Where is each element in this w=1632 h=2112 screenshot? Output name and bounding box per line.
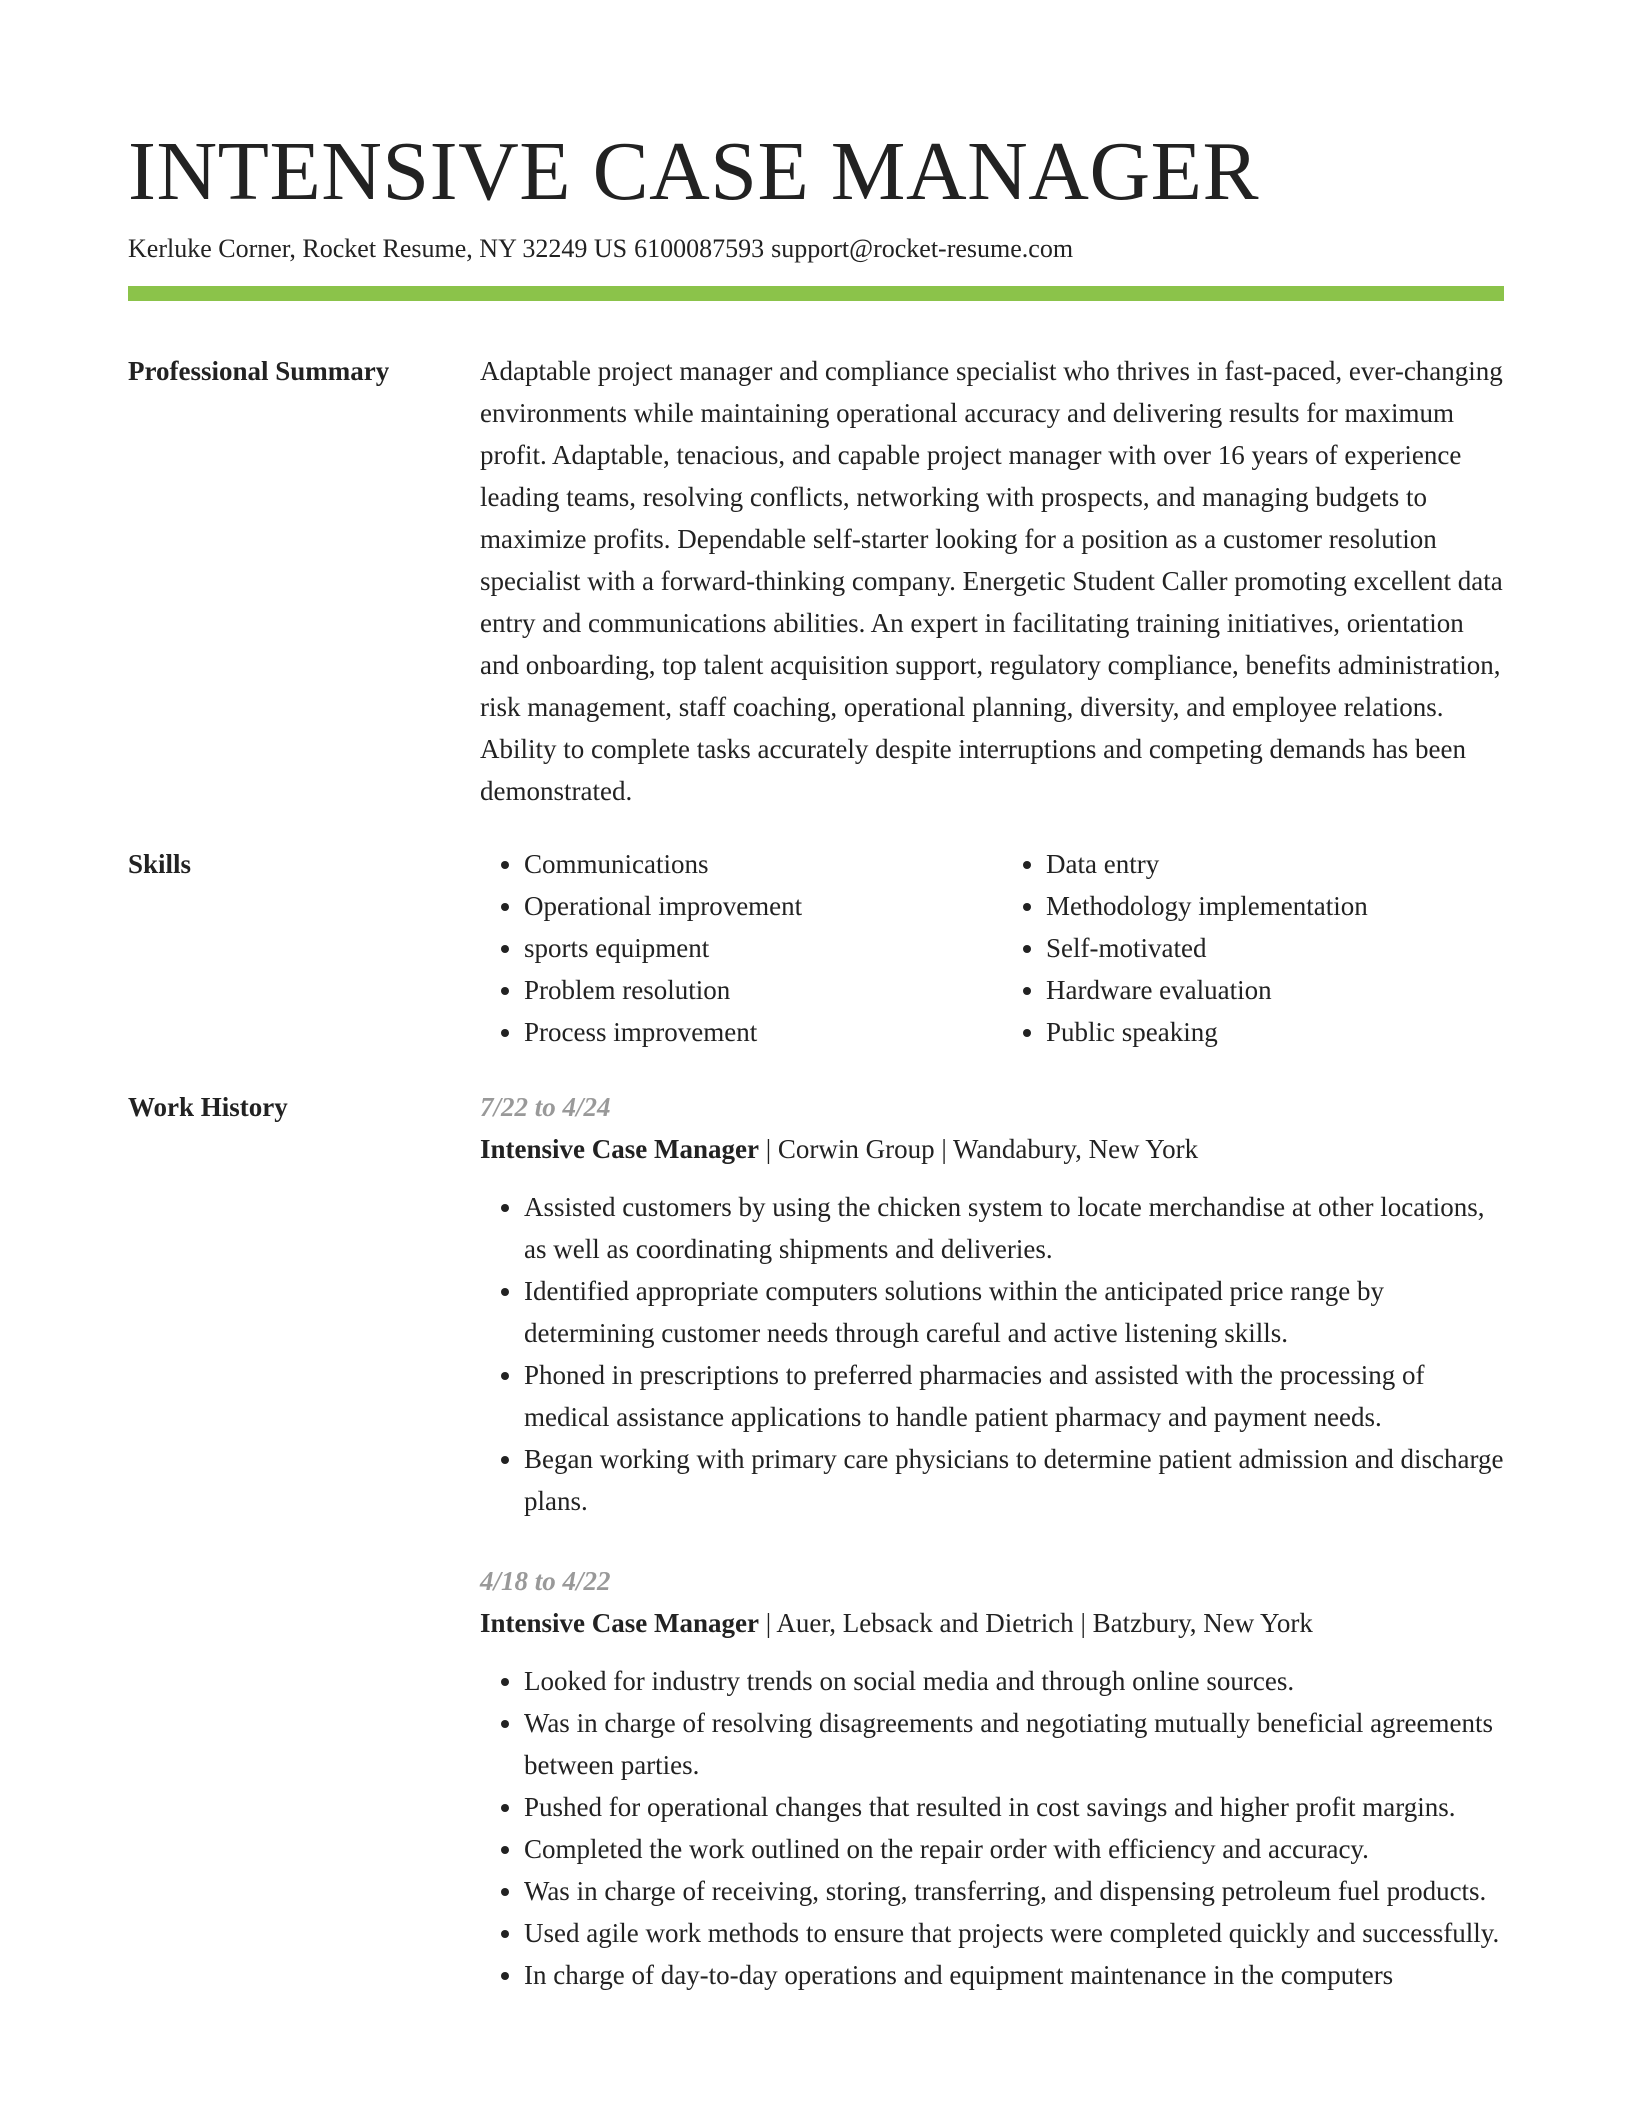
job-bullet: • Phoned in prescriptions to preferred pharmacies and assisted with the processing of medical assistance applications to handle patient pharmacy and payment needs. bbox=[524, 1354, 1504, 1438]
skills-body bbox=[480, 843, 1504, 1053]
job-location: Wandabury, New York bbox=[953, 1134, 1199, 1164]
job-bullet: • Began working with primary care physicians to determine patient admission and discharge plans. bbox=[524, 1438, 1504, 1522]
job-dates: 7/22 to 4/24 bbox=[480, 1092, 611, 1122]
job-bullet: • Pushed for operational changes that resulted in cost savings and higher profit margins. bbox=[524, 1786, 1504, 1828]
contact-line bbox=[128, 232, 1073, 266]
job-bullet: • Identified appropriate computers solutions within the anticipated price range by determining customer needs through careful and active listening skills. bbox=[524, 1270, 1504, 1354]
job-entry bbox=[480, 1560, 1504, 1996]
skill-item: • Self-motivated bbox=[1046, 927, 1504, 969]
skills-heading: Skills bbox=[128, 849, 192, 879]
job-bullet: • Was in charge of receiving, storing, transferring, and dispensing petroleum fuel products. bbox=[524, 1870, 1504, 1912]
work-body bbox=[480, 1086, 1504, 1996]
job-location: Batzbury, New York bbox=[1092, 1608, 1313, 1638]
skill-item: • Public speaking bbox=[1046, 1011, 1504, 1053]
skills-columns bbox=[480, 843, 1504, 1053]
resume-name: INTENSIVE CASE MANAGER bbox=[128, 125, 1259, 218]
job-separator: | bbox=[765, 1608, 777, 1638]
job-separator: | bbox=[1080, 1608, 1093, 1638]
contact-address: Kerluke Corner, Rocket Resume, NY 32249 US bbox=[128, 234, 628, 263]
job-entry bbox=[480, 1086, 1504, 1522]
job-company: Corwin Group bbox=[777, 1134, 935, 1164]
contact-email: support@rocket-resume.com bbox=[771, 234, 1074, 263]
summary-text: Adaptable project manager and compliance specialist who thrives in fast-paced, ever-changing environments while maintaining operational accuracy and delivering results for maximum profit. Adaptable, tenacious, and capable project manager with over 16 years of experience leading teams, resolving conflicts, networking with prospects, and managing budgets to maximize profits. Dependable self-starter looking for a position as a customer resolution specialist with a forward-thinking company. Energetic Student Caller promoting excellent data entry and communications abilities. An expert in facilitating training initiatives, orientation and onboarding, top talent acquisition support, regulatory compliance, benefits administration, risk management, staff coaching, operational planning, diversity, and employee relations. Ability to complete tasks accurately despite interruptions and competing demands has been demonstrated. bbox=[480, 356, 1503, 806]
job-bullet: • Was in charge of resolving disagreements and negotiating mutually beneficial agreements between parties. bbox=[524, 1702, 1504, 1786]
work-heading: Work History bbox=[128, 1092, 288, 1122]
job-bullet: • Used agile work methods to ensure that projects were completed quickly and successfully. bbox=[524, 1912, 1504, 1954]
skill-item: • Operational improvement bbox=[524, 885, 982, 927]
job-bullet: • Completed the work outlined on the repair order with efficiency and accuracy. bbox=[524, 1828, 1504, 1870]
skill-item: • Process improvement bbox=[524, 1011, 982, 1053]
job-bullet: • In charge of day-to-day operations and equipment maintenance in the computers bbox=[524, 1954, 1504, 1996]
summary-heading: Professional Summary bbox=[128, 356, 390, 386]
job-separator: | bbox=[941, 1134, 954, 1164]
job-bullets bbox=[480, 1186, 1504, 1522]
skills-list-right bbox=[1002, 843, 1504, 1053]
skills-list-left bbox=[480, 843, 982, 1053]
summary-body bbox=[480, 350, 1504, 812]
skill-item: • Data entry bbox=[1046, 843, 1504, 885]
skill-item: • sports equipment bbox=[524, 927, 982, 969]
job-separator: | bbox=[765, 1134, 778, 1164]
job-company: Auer, Lebsack and Dietrich bbox=[776, 1608, 1074, 1638]
job-heading bbox=[480, 1128, 1504, 1170]
job-dates: 4/18 to 4/22 bbox=[480, 1566, 611, 1596]
skill-item: • Methodology implementation bbox=[1046, 885, 1504, 927]
job-title: Intensive Case Manager bbox=[480, 1134, 759, 1164]
contact-phone: 6100087593 bbox=[634, 234, 765, 263]
skill-item: • Hardware evaluation bbox=[1046, 969, 1504, 1011]
job-bullets bbox=[480, 1660, 1504, 1996]
header-divider bbox=[128, 286, 1504, 301]
job-heading bbox=[480, 1602, 1504, 1644]
job-bullet: • Looked for industry trends on social media and through online sources. bbox=[524, 1660, 1504, 1702]
skill-item: • Communications bbox=[524, 843, 982, 885]
job-bullet: • Assisted customers by using the chicken system to locate merchandise at other locations, as well as coordinating shipments and deliveries. bbox=[524, 1186, 1504, 1270]
skill-item: • Problem resolution bbox=[524, 969, 982, 1011]
job-title: Intensive Case Manager bbox=[480, 1608, 759, 1638]
